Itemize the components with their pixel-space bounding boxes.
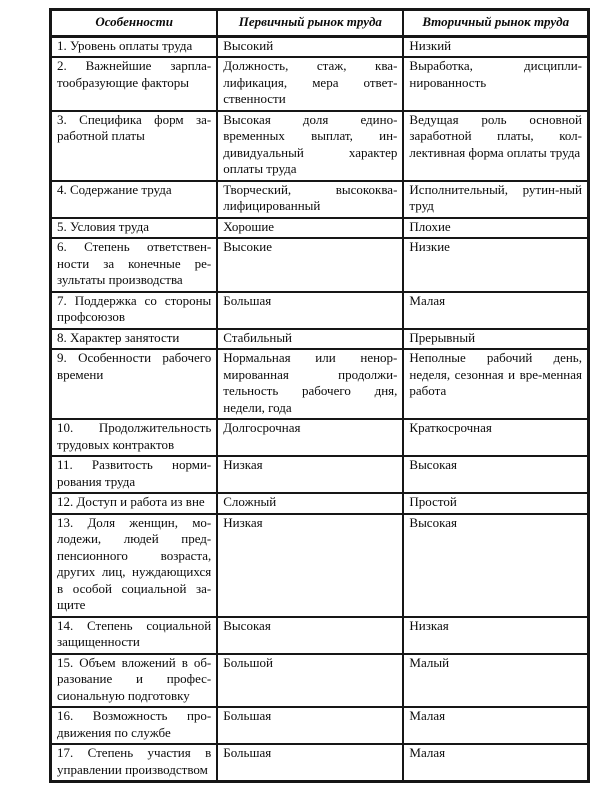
- table-row: [51, 349, 589, 419]
- table-body: [51, 36, 589, 782]
- primary-market-cell: Высокий: [217, 36, 403, 57]
- table-row: [51, 654, 589, 708]
- primary-market-cell: Нормальная или ненор-мированная продолжи-тельность рабочего дня, недели, года: [217, 349, 403, 419]
- table-row: [51, 238, 589, 292]
- primary-market-cell: Долгосрочная: [217, 419, 403, 456]
- table-row: [51, 617, 589, 654]
- table-row: [51, 514, 589, 617]
- table-header: [51, 10, 589, 37]
- secondary-market-cell: Плохие: [403, 218, 588, 239]
- primary-market-cell: Большой: [217, 654, 403, 708]
- secondary-market-cell: Малая: [403, 292, 588, 329]
- table-row: [51, 181, 589, 218]
- feature-cell: 6. Степень ответствен-ности за конечные ре-зультаты производства: [51, 238, 218, 292]
- primary-market-cell: Высокая: [217, 617, 403, 654]
- feature-cell: 7. Поддержка со стороны профсоюзов: [51, 292, 218, 329]
- primary-market-cell: Низкая: [217, 456, 403, 493]
- secondary-market-cell: Высокая: [403, 456, 588, 493]
- primary-market-cell: Большая: [217, 744, 403, 782]
- secondary-market-cell: Краткосрочная: [403, 419, 588, 456]
- table-row: [51, 329, 589, 350]
- secondary-market-cell: Малая: [403, 744, 588, 782]
- feature-cell: 11. Развитость норми-рования труда: [51, 456, 218, 493]
- feature-cell: 2. Важнейшие зарпла-тообразующие факторы: [51, 57, 218, 111]
- secondary-market-cell: Неполные рабочий день, неделя, сезонная и вре-менная работа: [403, 349, 588, 419]
- primary-market-cell: Низкая: [217, 514, 403, 617]
- primary-market-cell: Большая: [217, 292, 403, 329]
- secondary-market-cell: Высокая: [403, 514, 588, 617]
- secondary-market-cell: Низкая: [403, 617, 588, 654]
- feature-cell: 12. Доступ и работа из вне: [51, 493, 218, 514]
- feature-cell: 10. Продолжительность трудовых контрактов: [51, 419, 218, 456]
- feature-cell: 17. Степень участия в управлении производством: [51, 744, 218, 782]
- header-row: [51, 10, 589, 37]
- table-row: [51, 456, 589, 493]
- primary-market-cell: Большая: [217, 707, 403, 744]
- primary-market-cell: Сложный: [217, 493, 403, 514]
- table-row: [51, 707, 589, 744]
- table-row: [51, 744, 589, 782]
- feature-cell: 1. Уровень оплаты труда: [51, 36, 218, 57]
- table-row: [51, 36, 589, 57]
- secondary-market-cell: Ведущая роль основной заработной платы, кол-лективная форма оплаты труда: [403, 111, 588, 181]
- secondary-market-cell: Низкие: [403, 238, 588, 292]
- column-header-primary-market: Первичный рынок труда: [217, 10, 403, 37]
- secondary-market-cell: Малый: [403, 654, 588, 708]
- secondary-market-cell: Малая: [403, 707, 588, 744]
- primary-market-cell: Должность, стаж, ква-лификация, мера ответ-ственности: [217, 57, 403, 111]
- secondary-market-cell: Исполнительный, рутин-ный труд: [403, 181, 588, 218]
- feature-cell: 16. Возможность про-движения по службе: [51, 707, 218, 744]
- feature-cell: 3. Специфика форм за-работной платы: [51, 111, 218, 181]
- primary-market-cell: Высокая доля едино-временных выплат, ин-дивидуальный характер оплаты труда: [217, 111, 403, 181]
- labor-market-comparison-table: [49, 8, 590, 783]
- primary-market-cell: Высокие: [217, 238, 403, 292]
- feature-cell: 4. Содержание труда: [51, 181, 218, 218]
- feature-cell: 13. Доля женщин, мо-лодежи, людей пред-пенсионного возраста, других лиц, нуждающихся в особой социальной за-щите: [51, 514, 218, 617]
- table-row: [51, 419, 589, 456]
- feature-cell: 5. Условия труда: [51, 218, 218, 239]
- feature-cell: 9. Особенности рабочего времени: [51, 349, 218, 419]
- feature-cell: 14. Степень социальной защищенности: [51, 617, 218, 654]
- table-row: [51, 111, 589, 181]
- primary-market-cell: Хорошие: [217, 218, 403, 239]
- table-row: [51, 57, 589, 111]
- column-header-features: Особенности: [51, 10, 218, 37]
- secondary-market-cell: Простой: [403, 493, 588, 514]
- secondary-market-cell: Низкий: [403, 36, 588, 57]
- table-row: [51, 218, 589, 239]
- secondary-market-cell: Выработка, дисципли-нированность: [403, 57, 588, 111]
- table-row: [51, 292, 589, 329]
- primary-market-cell: Творческий, высококва-лифицированный: [217, 181, 403, 218]
- secondary-market-cell: Прерывный: [403, 329, 588, 350]
- feature-cell: 8. Характер занятости: [51, 329, 218, 350]
- feature-cell: 15. Объем вложений в об-разование и профес-сиональную подготовку: [51, 654, 218, 708]
- table-row: [51, 493, 589, 514]
- primary-market-cell: Стабильный: [217, 329, 403, 350]
- column-header-secondary-market: Вторичный рынок труда: [403, 10, 588, 37]
